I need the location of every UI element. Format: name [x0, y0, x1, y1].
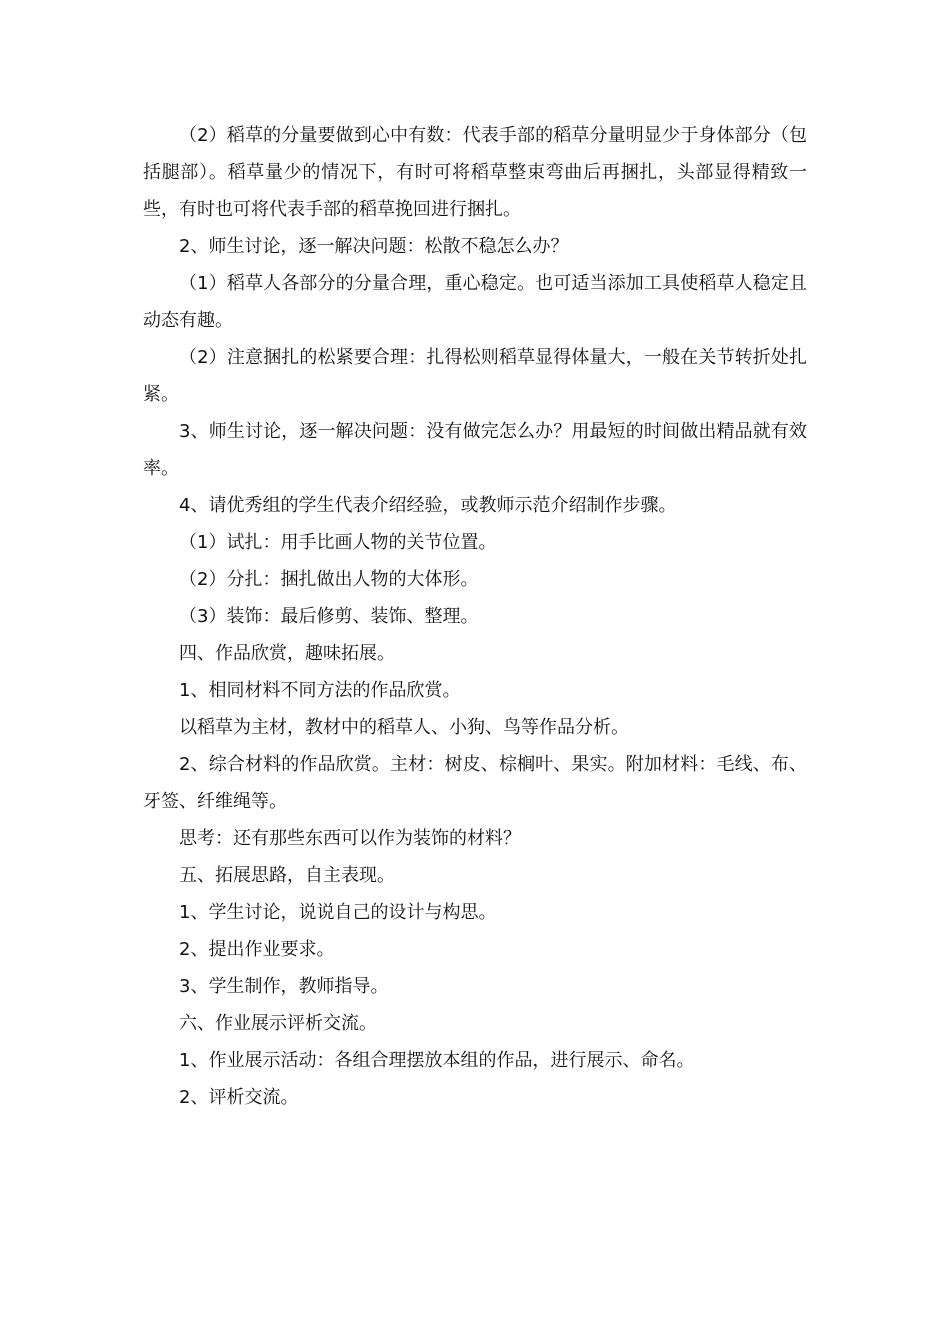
paragraph: 思考：还有那些东西可以作为装饰的材料？	[179, 828, 521, 849]
paragraph: 3、学生制作，教师指导。	[179, 976, 389, 997]
paragraph: 1、相同材料不同方法的作品欣赏。	[179, 680, 461, 701]
paragraph: 1、作业展示活动：各组合理摆放本组的作品，进行展示、命名。	[179, 1050, 695, 1071]
paragraph: 1、学生讨论，说说自己的设计与构思。	[179, 902, 497, 923]
paragraph: 2、提出作业要求。	[179, 939, 335, 960]
section-heading: 四、作品欣赏，趣味拓展。	[179, 643, 395, 664]
paragraph: （2）稻草的分量要做到心中有数：代表手部的稻草分量明显少于身体部分（包括腿部）。稻草量少的情况下，有时可将稻草整束弯曲后再捆扎，头部显得精致一些，有时也可将代表手部的稻草挽回进行捆扎。	[143, 125, 807, 220]
paragraph: 3、师生讨论，逐一解决问题：没有做完怎么办？用最短的时间做出精品就有效率。	[143, 421, 807, 479]
document-body	[143, 117, 807, 1116]
paragraph: 2、评析交流。	[179, 1087, 299, 1108]
paragraph: 2、师生讨论，逐一解决问题：松散不稳怎么办？	[179, 236, 569, 257]
paragraph: （2）分扎：捆扎做出人物的大体形。	[179, 569, 479, 590]
section-heading: 六、作业展示评析交流。	[179, 1013, 377, 1034]
paragraph: （3）装饰：最后修剪、装饰、整理。	[179, 606, 479, 627]
paragraph: （1）试扎：用手比画人物的关节位置。	[179, 532, 497, 553]
paragraph: （1）稻草人各部分的分量合理，重心稳定。也可适当添加工具使稻草人稳定且动态有趣。	[143, 273, 807, 331]
paragraph: 以稻草为主材，教材中的稻草人、小狗、鸟等作品分析。	[179, 717, 629, 738]
paragraph: （2）注意捆扎的松紧要合理：扎得松则稻草显得体量大，一般在关节转折处扎紧。	[143, 347, 807, 405]
paragraph: 4、请优秀组的学生代表介绍经验，或教师示范介绍制作步骤。	[179, 495, 677, 516]
paragraph: 2、综合材料的作品欣赏。主材：树皮、棕榈叶、果实。附加材料：毛线、布、牙签、纤维绳等。	[143, 754, 807, 812]
section-heading: 五、拓展思路，自主表现。	[179, 865, 395, 886]
